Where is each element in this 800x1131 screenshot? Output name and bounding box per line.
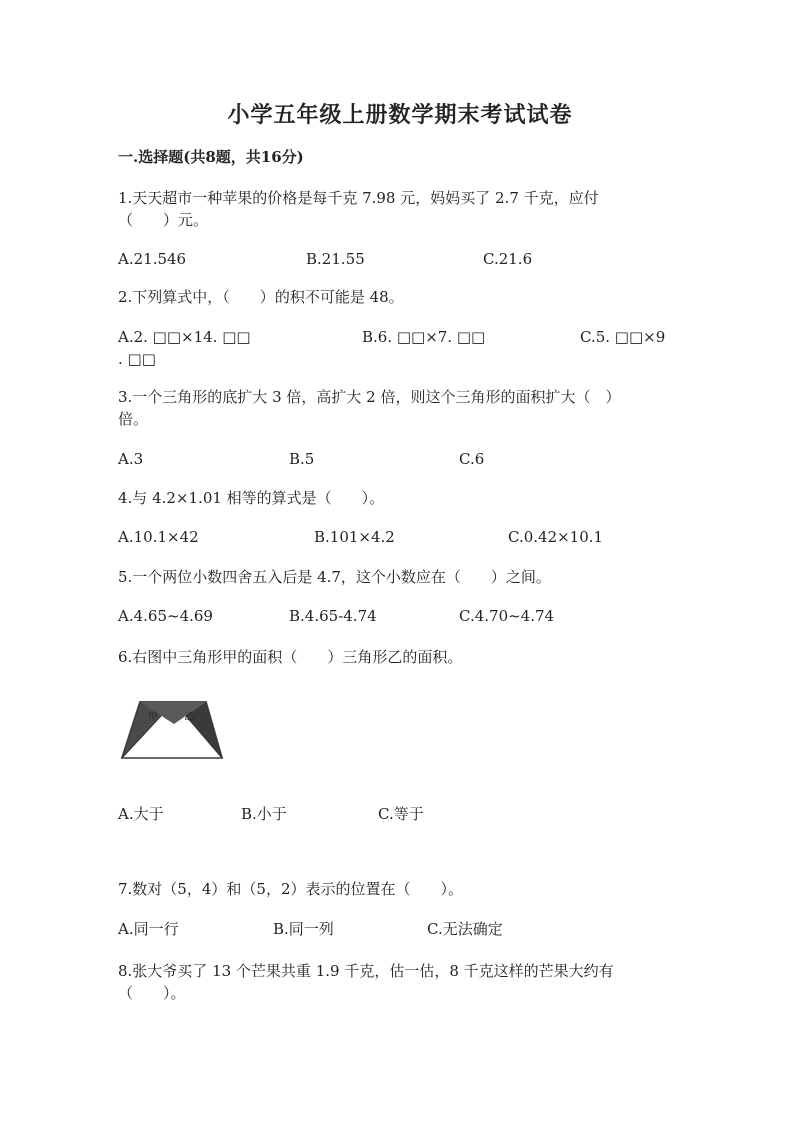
question-1-line-1: 1.天天超市一种苹果的价格是每千克 7.98 元，妈妈买了 2.7 千克，应付 xyxy=(118,189,599,207)
question-4-option-b: B.101×4.2 xyxy=(314,528,395,546)
question-5-option-c: C.4.70~4.74 xyxy=(459,607,555,625)
question-1-option-c: C.21.6 xyxy=(483,250,533,268)
question-7-line-1: 7.数对（5，4）和（5，2）表示的位置在（ ）。 xyxy=(118,880,463,898)
question-6-option-b: B.小于 xyxy=(241,805,287,823)
question-2-option-c-continued: . □□ xyxy=(118,350,156,368)
section-heading: 一.选择题(共8题，共16分) xyxy=(118,148,304,166)
question-3-line-1: 3.一个三角形的底扩大 3 倍，高扩大 2 倍，则这个三角形的面积扩大（ ） xyxy=(118,388,621,406)
question-8-line-1: 8.张大爷买了 13 个芒果共重 1.9 千克，估一估，8 千克这样的芒果大约有 xyxy=(118,962,614,980)
question-8-line-2: （ ）。 xyxy=(118,984,186,1002)
question-1-option-b: B.21.55 xyxy=(306,250,365,268)
question-4-option-a: A.10.1×42 xyxy=(118,528,199,546)
question-3-option-a: A.3 xyxy=(118,450,144,468)
question-1-option-a: A.21.546 xyxy=(118,250,187,268)
question-5-option-b: B.4.65-4.74 xyxy=(289,607,377,625)
question-2-line-1: 2.下列算式中，（ ）的积不可能是 48。 xyxy=(118,288,404,306)
question-5-option-a: A.4.65~4.69 xyxy=(118,607,213,625)
question-3-option-c: C.6 xyxy=(459,450,485,468)
question-5-line-1: 5.一个两位小数四舍五入后是 4.7，这个小数应在（ ）之间。 xyxy=(118,568,551,586)
question-2-option-b: B.6. □□×7. □□ xyxy=(362,328,486,346)
question-7-option-c: C.无法确定 xyxy=(427,920,503,938)
question-6-option-a: A.大于 xyxy=(118,805,164,823)
question-7-option-b: B.同一列 xyxy=(273,920,334,938)
question-4-option-c: C.0.42×10.1 xyxy=(508,528,604,546)
label-yi: 乙 xyxy=(184,712,194,723)
triangles-figure xyxy=(120,694,224,764)
question-6-option-c: C.等于 xyxy=(378,805,424,823)
question-2-option-c: C.5. □□×9 xyxy=(580,328,666,346)
question-3-option-b: B.5 xyxy=(289,450,315,468)
question-3-line-2: 倍。 xyxy=(118,410,149,428)
question-7-option-a: A.同一行 xyxy=(118,920,179,938)
question-4-line-1: 4.与 4.2×1.01 相等的算式是（ ）。 xyxy=(118,489,385,507)
question-6-line-1: 6.右图中三角形甲的面积（ ）三角形乙的面积。 xyxy=(118,648,463,666)
page-title: 小学五年级上册数学期末考试试卷 xyxy=(227,102,573,128)
question-1-line-2: （ ）元。 xyxy=(118,211,209,229)
question-2-option-a: A.2. □□×14. □□ xyxy=(118,328,251,346)
label-jia: 甲 xyxy=(148,712,158,723)
